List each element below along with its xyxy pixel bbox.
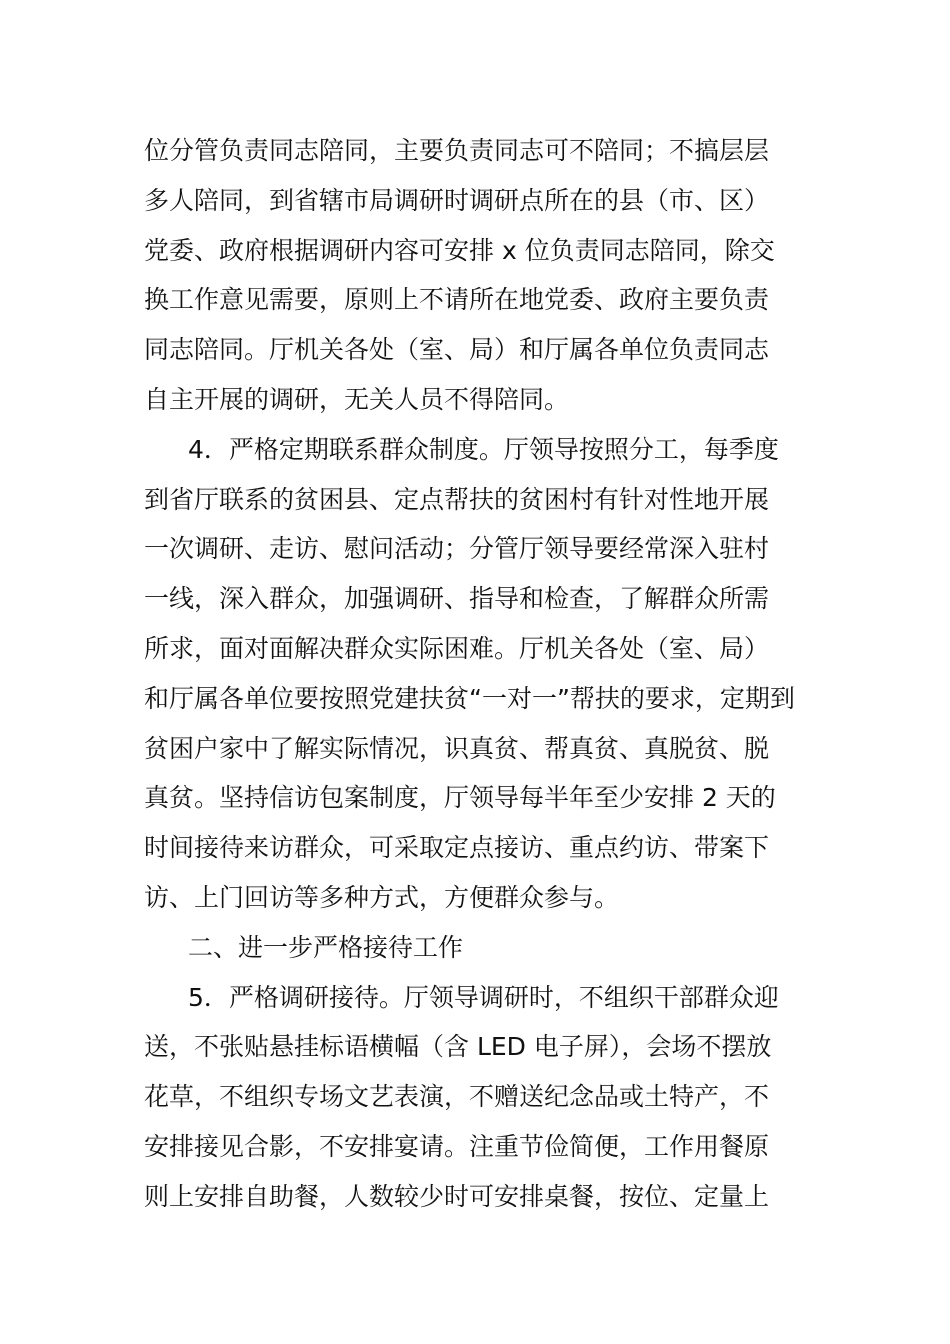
text-line: 贫困户家中了解实际情况，识真贫、帮真贫、真脱贫、脱 — [144, 733, 770, 763]
text-line: 自主开展的调研，无关人员不得陪同。 — [144, 384, 570, 414]
text-line: 则上安排自助餐，人数较少时可安排桌餐，按位、定量上 — [144, 1181, 770, 1211]
text-line: 和厅属各单位要按照党建扶贫“一对一”帮扶的要求，定期到 — [144, 683, 795, 713]
text-line: 多人陪同，到省辖市局调研时调研点所在的县（市、区） — [144, 185, 770, 215]
text-line: 送，不张贴悬挂标语横幅（含 LED 电子屏），会场不摆放 — [144, 1032, 772, 1062]
text-line: 一次调研、走访、慰问活动；分管厅领导要经常深入驻村 — [144, 534, 770, 564]
text-line: 真贫。坚持信访包案制度，厅领导每半年至少安排 2 天的 — [144, 783, 776, 813]
paragraph-4-first-line: 4．严格定期联系群众制度。厅领导按照分工，每季度 — [188, 434, 779, 464]
text-line: 访、上门回访等多种方式，方便群众参与。 — [144, 882, 620, 912]
text-line: 位分管负责同志陪同，主要负责同志可不陪同；不搞层层 — [144, 136, 770, 165]
text-line: 到省厅联系的贫困县、定点帮扶的贫困村有针对性地开展 — [144, 484, 770, 514]
body-text — [144, 126, 814, 1222]
text-line: 安排接见合影，不安排宴请。注重节俭简便，工作用餐原 — [144, 1131, 770, 1161]
section-heading: 二、进一步严格接待工作 — [188, 932, 464, 962]
text-line: 换工作意见需要，原则上不请所在地党委、政府主要负责 — [144, 285, 770, 315]
text-line: 党委、政府根据调研内容可安排 x 位负责同志陪同，除交 — [144, 235, 775, 265]
paragraph-5-first-line: 5．严格调研接待。厅领导调研时，不组织干部群众迎 — [188, 982, 779, 1012]
text-line: 花草，不组织专场文艺表演，不赠送纪念品或土特产，不 — [144, 1082, 770, 1112]
text-line: 一线，深入群众，加强调研、指导和检查，了解群众所需 — [144, 584, 770, 614]
text-line: 时间接待来访群众，可采取定点接访、重点约访、带案下 — [144, 833, 770, 863]
text-line: 同志陪同。厅机关各处（室、局）和厅属各单位负责同志 — [144, 335, 770, 365]
text-line: 所求，面对面解决群众实际困难。厅机关各处（室、局） — [144, 633, 770, 663]
